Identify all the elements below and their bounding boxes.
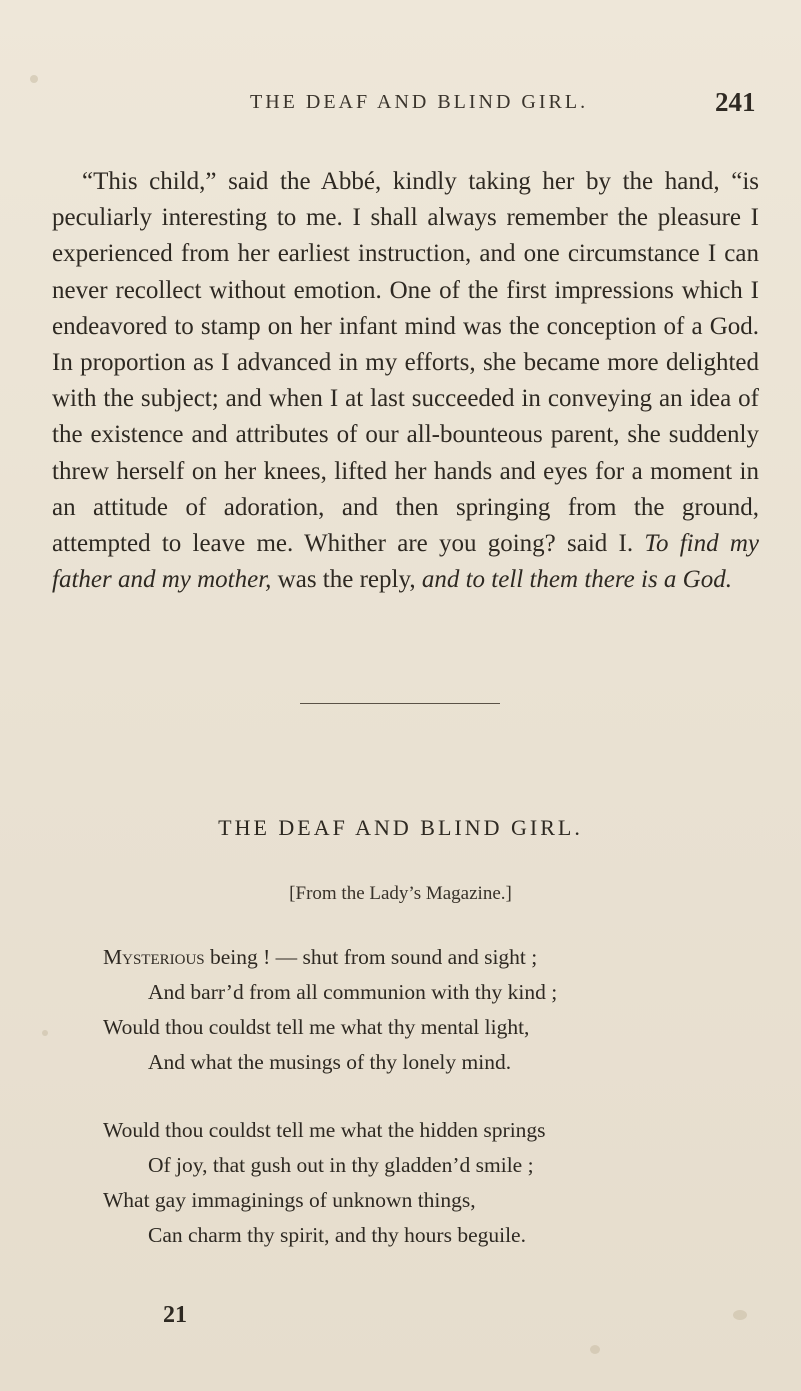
prose-italic-ending: and to tell them there is a God. [421, 566, 732, 594]
paper-foxing-spot [733, 1310, 747, 1320]
poem-line: Would thou couldst tell me what the hidden springs [103, 1118, 546, 1142]
poem-stanza [103, 940, 723, 1080]
running-title: THE DEAF AND BLIND GIRL. [250, 91, 589, 113]
prose-italic-reply: To find my father and my mother, [52, 530, 759, 594]
article-title: THE DEAF AND BLIND GIRL. [218, 815, 583, 840]
paper-foxing-spot [30, 75, 38, 83]
prose-text-reply: was the reply, [277, 566, 416, 594]
paper-foxing-spot [590, 1345, 600, 1354]
poem [103, 940, 723, 1286]
paper-foxing-spot [42, 1030, 48, 1036]
poem-line: What gay immaginings of unknown things, [103, 1188, 476, 1212]
prose-text: “This child,” said the Abbé, kindly taking her by the hand, “is peculiarly interesting to me. I shall always remember the pleasure I experienced from her earliest instruction, and one circumstance I can never recollect without emotion. One of the first impressions which I endeavored to stamp on her infant mind was the conception of a God. In proportion as I advanced in my efforts, she became more delighted with the subject; and when I at last succeeded in conveying an idea of the existence and attributes of our all-bounteous parent, she suddenly threw herself on her knees, lifted her hands and eyes for a moment in an attitude of adoration, and then springing from the ground, attempted to leave me. Whither are you going? said I. [52, 168, 759, 558]
poem-first-word: Mysterious [103, 945, 205, 969]
section-divider [300, 703, 500, 704]
page-number: 241 [715, 87, 756, 117]
poem-line: Can charm thy spirit, and thy hours beguile. [148, 1223, 526, 1247]
signature-mark: 21 [163, 1302, 187, 1328]
poem-line-rest: being ! — shut from sound and sight ; [204, 945, 538, 969]
running-head [0, 87, 801, 131]
poem-line: Of joy, that gush out in thy gladden’d smile ; [148, 1153, 534, 1177]
article-source: [From the Lady’s Magazine.] [289, 883, 512, 904]
prose-paragraph [52, 164, 759, 598]
poem-stanza [103, 1113, 723, 1253]
poem-line: And barr’d from all communion with thy kind ; [148, 980, 558, 1004]
poem-line: Would thou couldst tell me what thy mental light, [103, 1015, 530, 1039]
poem-line [103, 940, 723, 975]
poem-line: And what the musings of thy lonely mind. [148, 1050, 512, 1074]
